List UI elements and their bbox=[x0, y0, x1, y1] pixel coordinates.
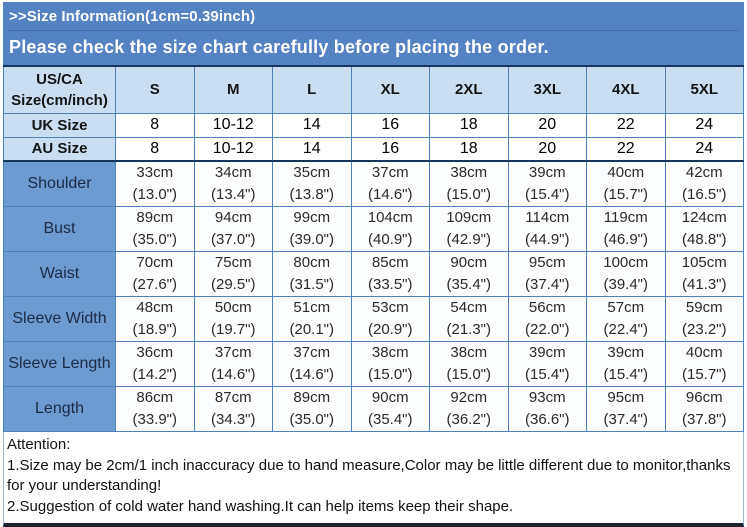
value-cm: 124cm bbox=[681, 208, 727, 226]
measurement-cell bbox=[430, 341, 509, 386]
intl-size-value: 22 bbox=[587, 137, 666, 161]
measurement-row bbox=[4, 161, 744, 206]
measurement-cell bbox=[508, 206, 587, 251]
banner-subtitle: Please check the size chart carefully before placing the order. bbox=[9, 37, 549, 57]
intl-size-value: 22 bbox=[587, 113, 666, 137]
value-cm: 90cm bbox=[450, 253, 488, 271]
value-cm: 34cm bbox=[214, 164, 252, 181]
value-inch: (44.9") bbox=[524, 230, 570, 248]
measurement-cell bbox=[430, 206, 509, 251]
value-inch: (13.0") bbox=[132, 185, 177, 203]
size-header-row bbox=[4, 66, 744, 113]
intl-size-value: 24 bbox=[665, 113, 744, 137]
value-cm: 38cm bbox=[450, 164, 488, 181]
value-cm: 75cm bbox=[214, 253, 252, 271]
banner bbox=[3, 2, 744, 65]
value-cm: 100cm bbox=[603, 253, 649, 271]
corner-header-cell bbox=[4, 66, 116, 113]
value-inch: (20.1") bbox=[289, 320, 334, 338]
measurement-cell bbox=[273, 341, 352, 386]
measurement-cell bbox=[194, 296, 273, 341]
value-inch: (41.3") bbox=[681, 275, 727, 293]
measurement-cell bbox=[194, 341, 273, 386]
measurement-cell bbox=[194, 251, 273, 296]
measurement-cell bbox=[194, 161, 273, 206]
measurement-cell bbox=[665, 296, 744, 341]
measurement-cell bbox=[273, 161, 352, 206]
measurement-cell bbox=[273, 206, 352, 251]
value-inch: (13.4") bbox=[210, 185, 256, 203]
value-cm: 35cm bbox=[293, 164, 331, 181]
measurement-cell bbox=[587, 386, 666, 431]
measurement-cell bbox=[508, 161, 587, 206]
value-inch: (42.9") bbox=[446, 230, 491, 248]
measurement-cell bbox=[116, 251, 195, 296]
value-cm: 40cm bbox=[685, 343, 723, 361]
measurement-cell bbox=[116, 386, 195, 431]
value-cm: 39cm bbox=[528, 343, 566, 361]
value-cm: 96cm bbox=[685, 388, 723, 406]
size-column-header: XL bbox=[351, 66, 430, 113]
measurement-label: Length bbox=[4, 386, 116, 431]
value-inch: (14.2") bbox=[132, 365, 177, 383]
measurement-cell bbox=[665, 386, 744, 431]
value-inch: (13.8") bbox=[289, 185, 334, 203]
value-inch: (23.2") bbox=[681, 320, 727, 338]
value-inch: (40.9") bbox=[367, 230, 413, 248]
intl-size-value: 20 bbox=[508, 137, 587, 161]
intl-size-value: 16 bbox=[351, 137, 430, 161]
measurement-label: Sleeve Length bbox=[4, 341, 116, 386]
corner-header-line1: US/CA bbox=[36, 70, 83, 88]
value-inch: (36.2") bbox=[446, 410, 491, 428]
value-cm: 37cm bbox=[371, 164, 409, 181]
intl-size-value: 8 bbox=[116, 113, 195, 137]
corner-header-line2: Size(cm/inch) bbox=[11, 91, 108, 109]
value-inch: (15.0") bbox=[446, 365, 491, 383]
intl-size-value: 16 bbox=[351, 113, 430, 137]
value-cm: 95cm bbox=[607, 388, 645, 406]
value-inch: (18.9") bbox=[132, 320, 177, 338]
measurement-cell bbox=[665, 206, 744, 251]
measurement-cell bbox=[116, 161, 195, 206]
value-inch: (37.0") bbox=[210, 230, 256, 248]
attention-section bbox=[3, 432, 744, 527]
value-cm: 51cm bbox=[293, 298, 331, 316]
value-inch: (33.5") bbox=[367, 275, 413, 293]
measurement-cell bbox=[351, 296, 430, 341]
value-inch: (14.6") bbox=[367, 185, 413, 203]
intl-size-value: 10-12 bbox=[194, 137, 273, 161]
value-inch: (33.9") bbox=[132, 410, 177, 428]
value-inch: (39.4") bbox=[603, 275, 648, 293]
intl-size-value: 8 bbox=[116, 137, 195, 161]
measurement-cell bbox=[430, 296, 509, 341]
size-column-header: 3XL bbox=[508, 66, 587, 113]
measurement-cell bbox=[430, 161, 509, 206]
value-cm: 33cm bbox=[136, 164, 174, 181]
value-cm: 114cm bbox=[525, 208, 570, 226]
value-cm: 38cm bbox=[450, 343, 488, 361]
value-inch: (22.4") bbox=[603, 320, 648, 338]
measurement-cell bbox=[587, 251, 666, 296]
value-cm: 104cm bbox=[367, 208, 413, 226]
value-cm: 53cm bbox=[371, 298, 409, 316]
value-cm: 37cm bbox=[293, 343, 331, 361]
value-inch: (16.5") bbox=[681, 185, 727, 203]
value-inch: (37.4") bbox=[603, 410, 648, 428]
size-column-header: 5XL bbox=[665, 66, 744, 113]
size-column-header: L bbox=[273, 66, 352, 113]
size-chart-table bbox=[3, 65, 744, 432]
measurement-cell bbox=[351, 386, 430, 431]
value-inch: (15.4") bbox=[524, 365, 570, 383]
value-inch: (27.6") bbox=[132, 275, 177, 293]
intl-size-value: 14 bbox=[273, 113, 352, 137]
measurement-cell bbox=[665, 161, 744, 206]
measurement-cell bbox=[587, 161, 666, 206]
value-cm: 87cm bbox=[214, 388, 252, 406]
value-inch: (15.0") bbox=[367, 365, 413, 383]
value-cm: 37cm bbox=[214, 343, 252, 361]
value-inch: (35.4") bbox=[446, 275, 491, 293]
value-cm: 42cm bbox=[685, 164, 723, 181]
value-inch: (15.7") bbox=[603, 185, 648, 203]
measurement-cell bbox=[665, 251, 744, 296]
measurement-cell bbox=[587, 341, 666, 386]
value-inch: (22.0") bbox=[524, 320, 570, 338]
value-cm: 95cm bbox=[528, 253, 566, 271]
value-cm: 38cm bbox=[371, 343, 409, 361]
measurement-cell bbox=[116, 206, 195, 251]
value-inch: (14.6") bbox=[289, 365, 334, 383]
value-cm: 99cm bbox=[293, 208, 331, 226]
value-inch: (15.4") bbox=[524, 185, 570, 203]
value-cm: 105cm bbox=[681, 253, 727, 271]
value-cm: 48cm bbox=[136, 298, 174, 316]
au-size-row bbox=[4, 137, 744, 161]
value-cm: 92cm bbox=[450, 388, 488, 406]
intl-size-value: 20 bbox=[508, 113, 587, 137]
measurement-cell bbox=[351, 251, 430, 296]
value-cm: 50cm bbox=[214, 298, 252, 316]
measurement-cell bbox=[116, 341, 195, 386]
measurement-row bbox=[4, 296, 744, 341]
value-inch: (35.0") bbox=[289, 410, 334, 428]
intl-size-value: 24 bbox=[665, 137, 744, 161]
measurement-cell bbox=[351, 206, 430, 251]
measurement-row bbox=[4, 386, 744, 431]
value-inch: (39.0") bbox=[289, 230, 334, 248]
measurement-body bbox=[4, 161, 744, 431]
attention-note-1: 1.Size may be 2cm/1 inch inaccuracy due to hand measure,Color may be little different due to monitor,thanks for your understanding! bbox=[7, 457, 731, 494]
measurement-cell bbox=[508, 296, 587, 341]
value-cm: 119cm bbox=[603, 208, 648, 226]
value-inch: (35.0") bbox=[132, 230, 177, 248]
value-cm: 89cm bbox=[293, 388, 331, 406]
value-inch: (35.4") bbox=[367, 410, 413, 428]
value-cm: 54cm bbox=[450, 298, 488, 316]
value-cm: 89cm bbox=[136, 208, 174, 226]
value-cm: 86cm bbox=[136, 388, 174, 406]
intl-size-value: 18 bbox=[430, 113, 509, 137]
value-inch: (20.9") bbox=[367, 320, 413, 338]
measurement-cell bbox=[587, 296, 666, 341]
measurement-row bbox=[4, 341, 744, 386]
value-inch: (15.7") bbox=[681, 365, 727, 383]
value-cm: 109cm bbox=[446, 208, 492, 226]
intl-size-value: 10-12 bbox=[194, 113, 273, 137]
value-inch: (31.5") bbox=[289, 275, 334, 293]
measurement-cell bbox=[194, 386, 273, 431]
size-column-header: M bbox=[194, 66, 273, 113]
value-inch: (14.6") bbox=[210, 365, 256, 383]
measurement-cell bbox=[430, 386, 509, 431]
measurement-label: Bust bbox=[4, 206, 116, 251]
value-inch: (19.7") bbox=[210, 320, 256, 338]
measurement-cell bbox=[273, 386, 352, 431]
measurement-row bbox=[4, 206, 744, 251]
uk-size-label: UK Size bbox=[4, 113, 116, 137]
measurement-cell bbox=[508, 251, 587, 296]
value-cm: 57cm bbox=[607, 298, 645, 316]
value-inch: (46.9") bbox=[603, 230, 648, 248]
value-cm: 40cm bbox=[607, 164, 645, 181]
value-cm: 90cm bbox=[371, 388, 409, 406]
measurement-cell bbox=[351, 341, 430, 386]
value-inch: (36.6") bbox=[524, 410, 570, 428]
value-inch: (29.5") bbox=[210, 275, 256, 293]
value-inch: (21.3") bbox=[446, 320, 491, 338]
measurement-cell bbox=[587, 206, 666, 251]
value-inch: (34.3") bbox=[210, 410, 256, 428]
measurement-label: Shoulder bbox=[4, 161, 116, 206]
size-column-header: 2XL bbox=[430, 66, 509, 113]
attention-heading: Attention: bbox=[7, 435, 71, 453]
uk-size-row bbox=[4, 113, 744, 137]
value-cm: 56cm bbox=[528, 298, 566, 316]
measurement-cell bbox=[665, 341, 744, 386]
measurement-cell bbox=[351, 161, 430, 206]
value-inch: (37.4") bbox=[524, 275, 570, 293]
value-cm: 59cm bbox=[685, 298, 723, 316]
value-cm: 70cm bbox=[136, 253, 174, 271]
measurement-cell bbox=[116, 296, 195, 341]
size-column-header: 4XL bbox=[587, 66, 666, 113]
page-title: >>Size Information(1cm=0.39inch) bbox=[8, 5, 739, 31]
au-size-label: AU Size bbox=[4, 137, 116, 161]
attention-note-2: 2.Suggestion of cold water hand washing.It can help items keep their shape. bbox=[7, 498, 514, 515]
value-cm: 39cm bbox=[607, 343, 645, 361]
intl-size-value: 14 bbox=[273, 137, 352, 161]
value-cm: 94cm bbox=[214, 208, 252, 226]
value-cm: 85cm bbox=[371, 253, 409, 271]
value-inch: (37.8") bbox=[681, 410, 727, 428]
value-cm: 80cm bbox=[293, 253, 331, 271]
measurement-label: Waist bbox=[4, 251, 116, 296]
measurement-cell bbox=[508, 386, 587, 431]
value-inch: (15.0") bbox=[446, 185, 491, 203]
measurement-label: Sleeve Width bbox=[4, 296, 116, 341]
value-cm: 93cm bbox=[528, 388, 566, 406]
intl-size-value: 18 bbox=[430, 137, 509, 161]
value-cm: 36cm bbox=[136, 343, 174, 361]
measurement-cell bbox=[273, 251, 352, 296]
measurement-cell bbox=[194, 206, 273, 251]
value-cm: 39cm bbox=[528, 164, 566, 181]
measurement-cell bbox=[430, 251, 509, 296]
measurement-cell bbox=[508, 341, 587, 386]
size-column-header: S bbox=[116, 66, 195, 113]
value-inch: (48.8") bbox=[681, 230, 727, 248]
value-inch: (15.4") bbox=[603, 365, 648, 383]
measurement-cell bbox=[273, 296, 352, 341]
measurement-row bbox=[4, 251, 744, 296]
